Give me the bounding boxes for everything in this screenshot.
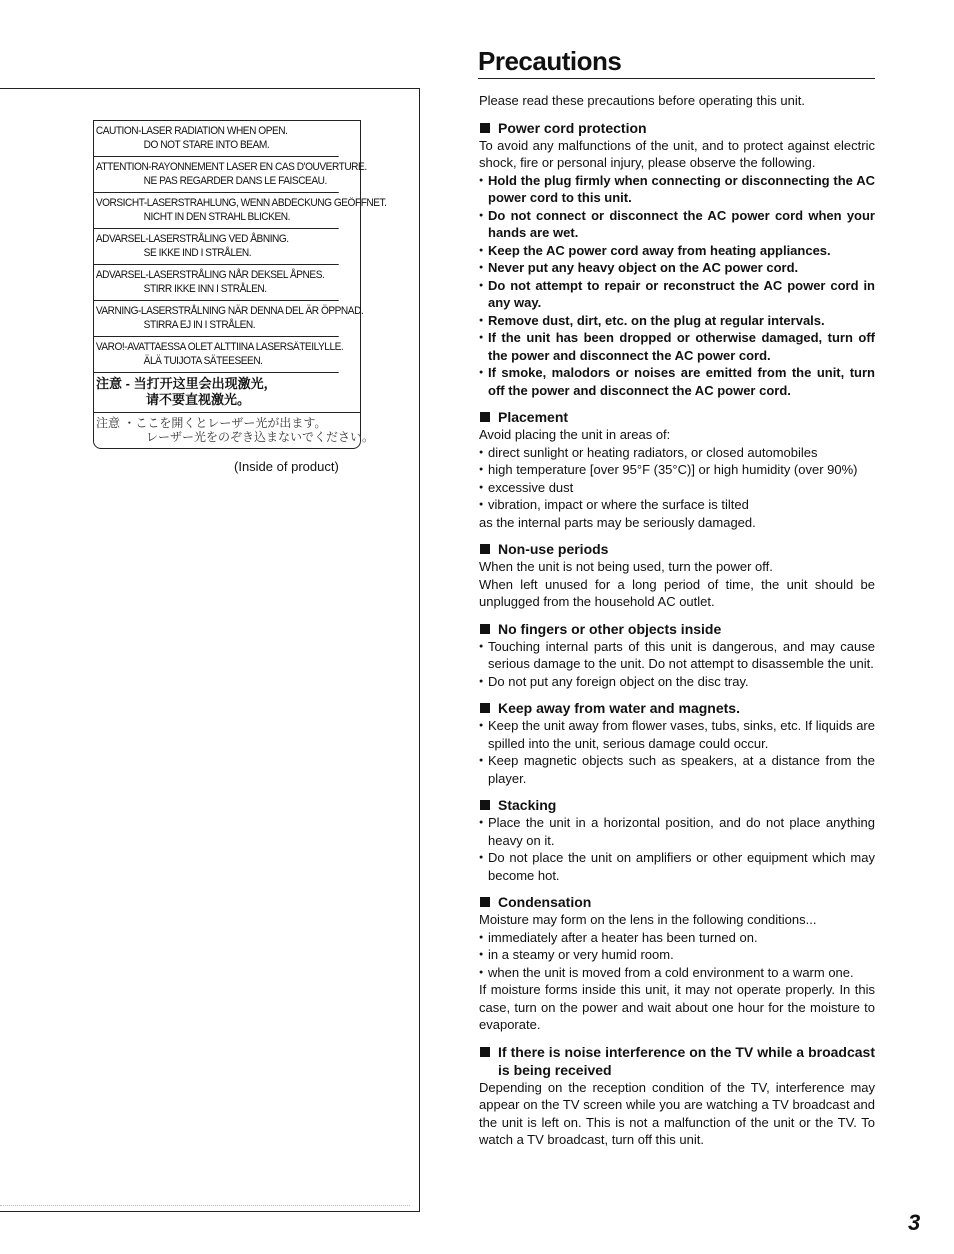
label-row-line1: -LASERSTRÅLING NÅR DEKSEL ÅPNES. [145,269,325,281]
bullet-list [479,638,875,691]
label-row-line1: - 当打开这里会出现激光， [125,376,277,391]
label-row-line2: レーザー光をのぞき込まないでください。 [146,430,375,444]
list-item: ● Remove dust, dirt, etc. on the plug at regular intervals. [479,312,875,330]
label-row-advarsel-no [94,265,339,301]
section-text: Moisture may form on the lens in the following conditions... [479,912,817,927]
page-number: 3 [908,1210,921,1235]
list-item: ● Never put any heavy object on the AC power cord. [479,259,875,277]
section-text: When the unit is not being used, turn the power off. [479,559,773,574]
laser-warning-label [93,120,387,449]
list-item: ● Touching internal parts of this unit is dangerous, and may cause serious damage to the unit. Do not attempt to disassemble the unit. [479,638,875,673]
label-row-line2: STIRR IKKE INN I STRÅLEN. [143,283,267,295]
precautions-content [479,92,875,1149]
list-item: ● Do not connect or disconnect the AC power cord when your hands are wet. [479,207,875,242]
label-row-line1: ・ここを開くとレーザー光が出ます。 [123,416,327,430]
label-row-line1: -LASER RADIATION WHEN OPEN. [138,125,288,137]
label-row-prefix: VARNING [95,305,138,317]
label-row-line1: -AVATTAESSA OLET ALTTIINA LASERSÄTEILYLLE. [124,341,344,353]
list-item: ● Do not attempt to repair or reconstruct the AC power cord in any way. [479,277,875,312]
label-row-attention [94,157,367,193]
label-row-line2: STIRRA EJ IN I STRÅLEN. [143,319,256,331]
section-text: Avoid placing the unit in areas of: [479,427,671,442]
label-row-chinese [94,373,360,413]
label-row-vorsicht [94,193,387,229]
label-row-line2: 请不要直视激光。 [146,392,251,407]
section-heading-noise: If there is noise interference on the TV while a broadcast is being received [479,1043,875,1079]
list-item: ● Keep magnetic objects such as speakers, at a distance from the player. [479,752,875,787]
list-item: ● in a steamy or very humid room. [479,946,875,964]
bullet-list [479,929,875,982]
section-heading-nonuse: Non-use periods [479,540,875,558]
label-caption: (Inside of product) [234,459,339,474]
list-item: ● If the unit has been dropped or otherwise damaged, turn off the power and disconnect the AC power cord. [479,329,875,364]
section-heading-water: Keep away from water and magnets. [479,699,875,717]
list-item: ● Do not place the unit on amplifiers or other equipment which may become hot. [479,849,875,884]
label-row-line2: SE IKKE IND I STRÅLEN. [143,247,252,259]
label-row-line2: ÄLÄ TUIJOTA SÄTEESEEN. [143,355,263,367]
section-heading-placement: Placement [479,408,875,426]
label-row-prefix: 注意 [96,376,123,391]
label-row-line2: NICHT IN DEN STRAHL BLICKEN. [143,211,290,223]
scan-artifact [0,1205,410,1206]
list-item: ● immediately after a heater has been turned on. [479,929,875,947]
bullet-list [479,717,875,787]
title-rule [478,78,875,79]
page-title: Precautions [478,46,622,76]
list-item: ● Keep the AC power cord away from heating appliances. [479,242,875,260]
label-row-prefix: 注意 [96,416,121,430]
section-text: Depending on the reception condition of the TV, interference may appear on the TV screen while you are watching a TV broadcast and the unit is left on. This is not a malfunction of the unit or the TV. To watch a TV broadcast, turn off this unit. [479,1079,875,1147]
label-row-line1: -RAYONNEMENT LASER EN CAS D'OUVERTURE. [148,161,367,173]
list-item: ● Hold the plug firmly when connecting or disconnecting the AC power cord to this unit. [479,172,875,207]
label-row-line1: -LASERSTRÅLNING NÄR DENNA DEL ÄR ÖPPNAD. [137,305,364,317]
section-heading-condensation: Condensation [479,893,875,911]
list-item: ● If smoke, malodors or noises are emitted from the unit, turn off the power and disconnect the AC power cord. [479,364,875,399]
section-text: To avoid any malfunctions of the unit, and to protect against electric shock, fire or personal injury, please observe the following. [479,137,875,170]
label-row-varo [94,337,344,373]
label-row-prefix: ADVARSEL [95,269,146,281]
intro-text: Please read these precautions before operating this unit. [479,93,805,108]
label-row-line2: NE PAS REGARDER DANS LE FAISCEAU. [143,175,327,187]
bullet-list [479,814,875,884]
label-row-line2: DO NOT STARE INTO BEAM. [143,139,270,151]
section-heading-power: Power cord protection [479,119,875,137]
label-row-varning [94,301,364,337]
section-text: If moisture forms inside this unit, it may not operate properly. In this case, turn on the power and wait about one hour for the moisture to evaporate. [479,982,875,1032]
list-item: ● Place the unit in a horizontal position, and do not place anything heavy on it. [479,814,875,849]
bullet-list [479,444,875,514]
list-item: ● vibration, impact or where the surface is tilted [479,496,875,514]
label-row-line1: -LASERSTRÅLING VED ÅBNING. [145,233,289,245]
section-heading-fingers: No fingers or other objects inside [479,620,875,638]
section-text: When left unused for a long period of time, the unit should be unplugged from the household AC outlet. [479,576,875,609]
label-row-prefix: VORSICHT [95,197,144,209]
label-row-caution [94,121,339,157]
list-item: ● high temperature [over 95°F (35°C)] or high humidity (over 90%) [479,461,875,479]
list-item: ● direct sunlight or heating radiators, or closed automobiles [479,444,875,462]
label-row-prefix: CAUTION [95,125,139,137]
list-item: ● excessive dust [479,479,875,497]
list-item: ● when the unit is moved from a cold environment to a warm one. [479,964,875,982]
bullet-list [479,172,875,400]
label-row-prefix: VARO! [95,341,125,353]
list-item: ● Keep the unit away from flower vases, tubs, sinks, etc. If liquids are spilled into the unit, serious damage could occur. [479,717,875,752]
label-row-line1: -LASERSTRAHLUNG, WENN ABDECKUNG GEÖFFNET. [143,197,387,209]
section-heading-stacking: Stacking [479,796,875,814]
label-row-advarsel-dk [94,229,339,265]
section-text: as the internal parts may be seriously damaged. [479,514,756,530]
label-row-japanese [94,413,375,448]
list-item: ● Do not put any foreign object on the disc tray. [479,673,875,691]
label-row-prefix: ADVARSEL [95,233,146,245]
label-row-prefix: ATTENTION [95,161,149,173]
